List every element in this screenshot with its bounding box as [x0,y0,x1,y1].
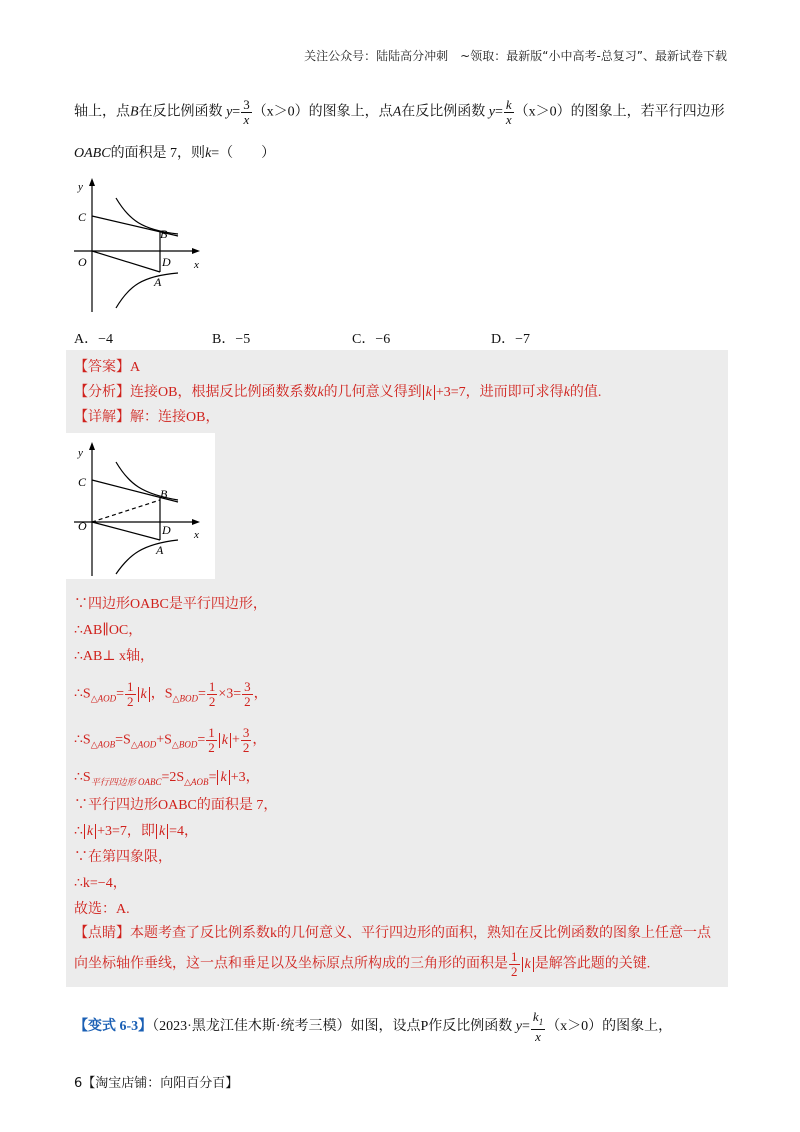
analysis-tag: 【分析】 [74,385,130,400]
page-header: 关注公众号：陆陆高分冲刺 ~领取：最新版“小中高考-总复习”、最新试卷下载 [304,49,727,63]
question-text: 在反比例函数 [138,104,223,120]
question-line-2 [74,142,275,162]
subscript: △AOD [130,739,157,750]
step-text: +3=7，即 [97,824,155,839]
point-d-label: D [162,255,171,269]
analysis-text: +3=7，进而即可求得 [435,385,564,400]
step-6: $\therefore S_{平行四边形 OABC}=2S_{\triangle AOB}= k +3$， [74,770,260,787]
option-a: A．−4 [74,332,114,347]
y-axis-label: y [78,447,83,459]
detail-tag: 【详解】 [74,410,130,425]
step-text: +3， [230,770,260,785]
fraction-numerator: k [505,97,512,112]
detail-line [74,406,219,426]
solution-figure [74,440,204,580]
step-3: ∴AB⊥ x轴， [74,649,155,664]
option-d: D．−7 [491,332,531,347]
origin-label: O [78,255,87,269]
variant-line: 【变式 6-3】（2023·黑龙江佳木斯·统考三模）如图，设点P作反比例函数 y= $\frac{k_1}{x}$ （x＞0）的图象上， [74,1009,673,1044]
question-text: （x＞0）的图象上，点 [252,104,393,120]
subscript: △AOB [90,739,116,750]
point-b-label: B [160,227,168,241]
step-text: ×3= [218,686,242,702]
variant-tag: 【变式 6-3】 [74,1019,153,1035]
step-10: ∴k=−4， [74,876,127,891]
analysis-text: 的几何意义得到 [323,385,422,400]
page-footer: 6【淘宝店铺：向阳百分百】 [74,1076,239,1091]
step-9: ∵在第四象限， [74,850,172,865]
question-text: 在反比例函数 [401,104,486,120]
comment-tag: 【点睛】 [74,926,130,941]
comment-text: 是解答此题的关键. [534,956,651,972]
y-axis-label: y [78,181,83,193]
point-b-label: B [160,487,168,501]
subscript: △BOD [172,693,198,704]
subscript: △AOD [90,693,117,704]
question-text: =（ ） [211,146,276,161]
subscript: △AOB [184,777,209,787]
question-line-1: 轴上，点B在反比例函数 y= $\frac{3}{x}$ （x＞0）的图象上，点A在反比例函数 y= $\frac{k}{x}$ （x＞0）的图象上，若平行四边形 [74,97,725,127]
step-text: =2S [161,770,185,785]
point-a-label: A [392,104,402,120]
question-text: 轴上，点 [74,104,130,120]
answer-line: 【答案】A [74,360,141,375]
comment-line-1 [74,922,711,942]
question-text: 的面积是 7，则 [110,146,206,161]
analysis-text: 的值. [569,385,602,400]
question-figure [74,176,204,316]
analysis-line: 【分析】连接OB，根据反比例函数系数k的几何意义得到 k +3=7，进而即可求得k的值. [74,385,602,400]
fraction-numerator: 3 [243,97,250,112]
variable-k: k [205,146,212,161]
step-8: ∴ k +3=7，即 k =4， [74,824,199,839]
variable-k: k [317,385,324,400]
step-5: $\therefore S_{\triangle AOB}=S_{\triangle AOD}+S_{\triangle BOD}=$ $\frac{1}{2}$ k + $\frac{3}{2}$ ， [74,725,267,755]
variant-text: （x＞0）的图象上， [546,1019,673,1035]
point-a-label: A [156,543,164,557]
fraction-numerator: k [532,1009,539,1024]
x-axis-label: x [194,529,199,541]
step-text: ∴S [74,686,91,702]
question-text: （x＞0）的图象上，若平行四边形 [514,104,725,120]
subscript: 1 [538,1017,544,1027]
step-2: ∴AB∥OC， [74,623,143,638]
subscript: △BOD [171,739,198,750]
step-11: 故选：A. [74,902,130,917]
step-4: $\therefore S_{\triangle AOD}=$ $\frac{1}{2}$ k ，$S_{\triangle BOD}=$ $\frac{1}{2}$ ×3= $\frac{3}{2}$ ， [74,679,268,709]
step-text: ∴S [74,732,91,748]
detail-text: 解：连接OB， [130,410,220,425]
point-d-label: D [162,523,171,537]
comment-text: 向坐标轴作垂线，这一点和垂足以及坐标原点所构成的三角形的面积是 [74,956,508,972]
origin-label: O [78,519,87,533]
comment-text: 本题考查了反比例系数k的几何意义、平行四边形的面积，熟知在反比例函数的图象上任意一点 [130,926,711,941]
subscript: 平行四边形 OABC [90,777,162,787]
analysis-text: 连接OB，根据反比例函数系数 [130,385,318,400]
option-c: C．−6 [352,332,391,347]
option-b: B．−5 [212,332,251,347]
step-text: ，S [150,686,173,702]
comment-line-2: 向坐标轴作垂线，这一点和垂足以及坐标原点所构成的三角形的面积是 $\frac{1}{2}$ k 是解答此题的关键. [74,949,651,979]
x-axis-label: x [194,259,199,271]
step-text: =4， [169,824,199,839]
point-a-label: A [154,275,162,289]
point-c-label: C [78,475,87,489]
variant-text: （2023·黑龙江佳木斯·统考三模）如图，设点P作反比例函数 [152,1019,513,1035]
step-text: ∴S [74,770,91,785]
point-c-label: C [78,210,87,224]
shape-name: OABC [74,146,111,161]
step-7: ∵平行四边形OABC的面积是 7， [74,798,278,813]
point-b-label: B [130,104,139,120]
step-1: ∵四边形OABC是平行四边形， [74,597,267,612]
